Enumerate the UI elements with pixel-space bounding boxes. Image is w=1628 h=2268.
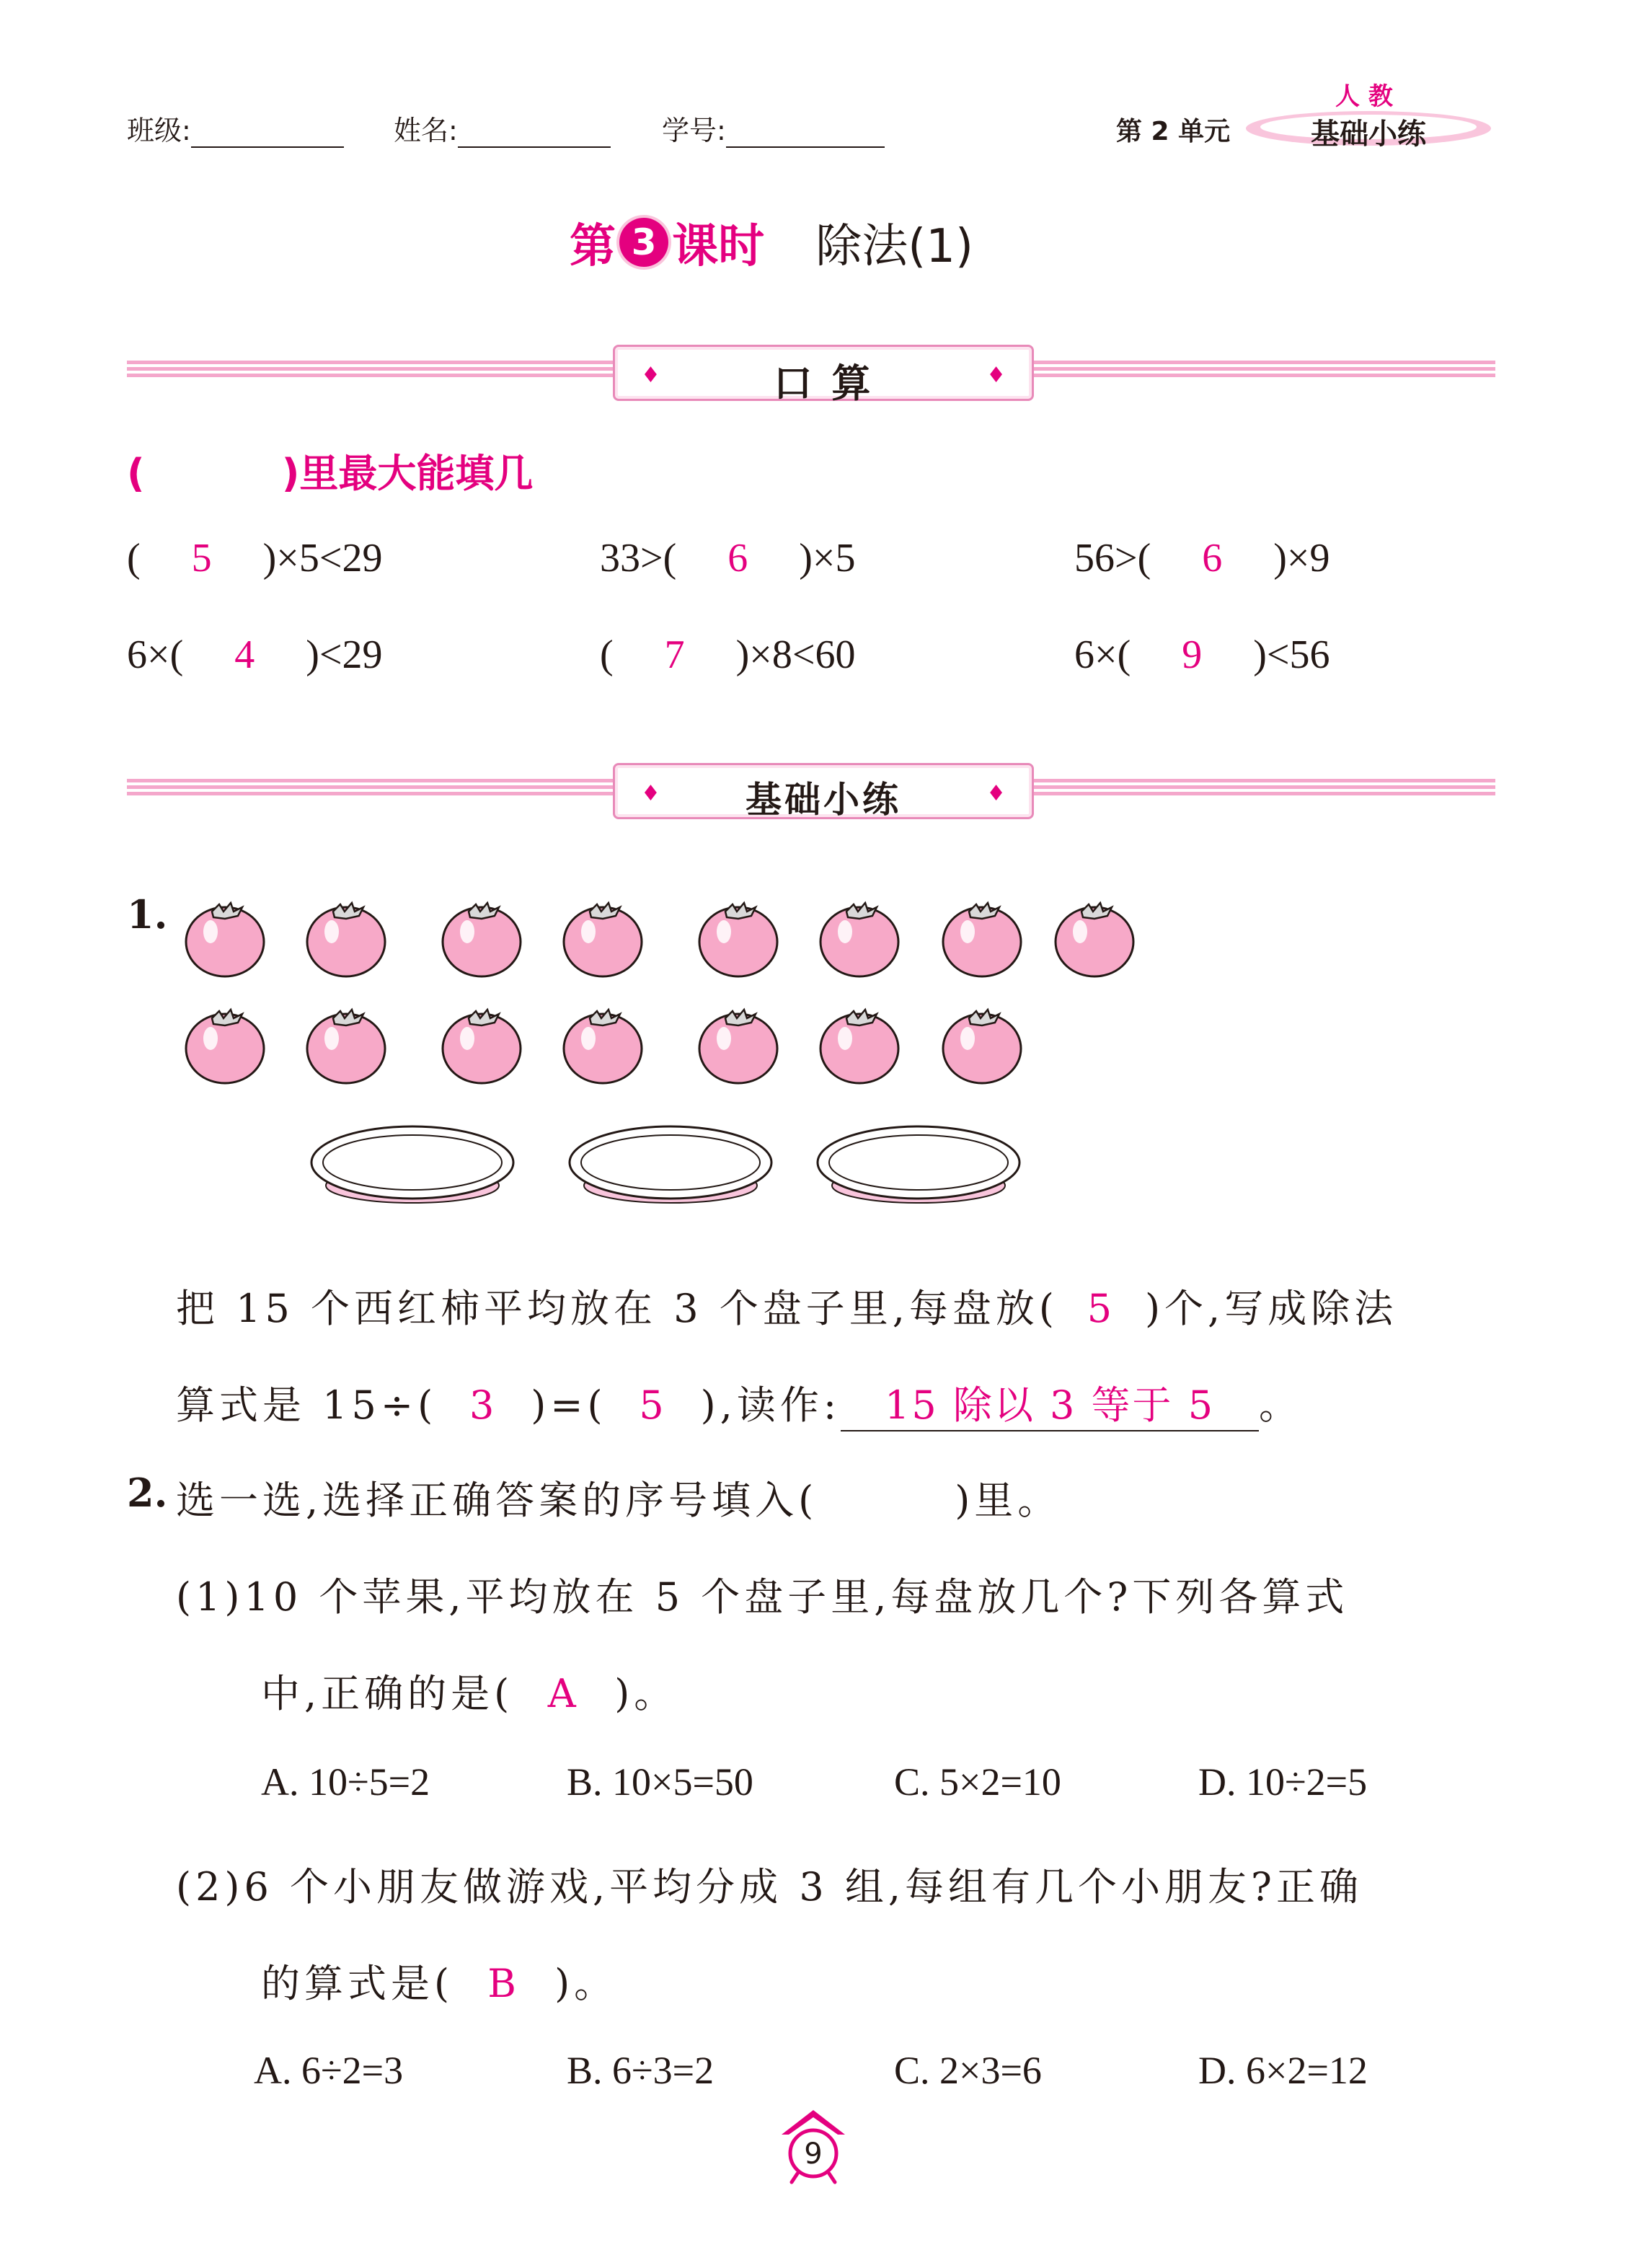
id-label: 学号: (662, 115, 726, 146)
tomato-icon (307, 903, 385, 976)
answer-blank[interactable]: 5 (191, 536, 212, 581)
q2-sub2-line2: 的算式是( B )。 (261, 1961, 618, 2006)
option-a: A. 10÷5=2 (261, 1760, 430, 1804)
option-d: D. 6×2=12 (1198, 2049, 1368, 2092)
tomato-icon (699, 903, 777, 976)
brand-publisher: 人 教 (1335, 82, 1393, 111)
instruction-close: )里最大能填几 (281, 451, 534, 496)
name-label: 姓名: (394, 115, 458, 146)
answer-blank[interactable]: 9 (1182, 632, 1203, 677)
tomato-icon (820, 903, 898, 976)
name-blank[interactable] (458, 113, 611, 148)
answer-blank[interactable]: 3 (469, 1382, 499, 1428)
tomato-icon (699, 1010, 777, 1083)
tomato-icon (820, 1010, 898, 1083)
oral-item: 6×( 9 )<56 (1074, 632, 1330, 677)
lesson-topic: 除法(1) (815, 220, 973, 273)
instruction-open: ( (127, 451, 145, 496)
question-number: 2. (127, 1470, 168, 1516)
lesson-suffix: 课时 (672, 220, 765, 273)
answer-blank[interactable]: A (547, 1671, 580, 1716)
question-number: 1. (127, 891, 168, 937)
option-b: B. 10×5=50 (567, 1760, 753, 1804)
tomato-icon (1056, 903, 1133, 976)
lesson-prefix: 第 (570, 220, 616, 273)
brand-badge (1243, 105, 1494, 150)
class-label: 班级: (127, 115, 191, 146)
tomato-illustration (180, 893, 1161, 1225)
tomato-icon (307, 1010, 385, 1083)
answer-blank[interactable]: 5 (1087, 1286, 1117, 1331)
diamond-icon: ♦ (986, 363, 1006, 388)
q1-line1: 把 15 个西红柿平均放在 3 个盘子里,每盘放( 5 )个,写成除法 (176, 1286, 1398, 1331)
q2-sub1-line2: 中,正确的是( A )。 (261, 1671, 678, 1716)
plate-icon (818, 1126, 1019, 1203)
unit-label: 第 2 单元 (1116, 117, 1231, 146)
option-c: C. 2×3=6 (894, 2049, 1042, 2092)
oral-item: ( 5 )×5<29 (127, 536, 383, 581)
plate-icon (311, 1126, 513, 1203)
answer-blank[interactable]: B (487, 1961, 521, 2006)
plate-icon (570, 1126, 771, 1203)
answer-blank[interactable]: 5 (639, 1382, 668, 1428)
answer-blank[interactable]: 7 (664, 632, 685, 677)
class-blank[interactable] (191, 113, 344, 148)
diamond-icon: ♦ (641, 781, 660, 806)
page-number: 9 (804, 2137, 823, 2171)
option-c: C. 5×2=10 (894, 1760, 1061, 1804)
answer-blank[interactable]: 6 (727, 536, 748, 581)
oral-item: 33>( 6 )×5 (600, 536, 856, 581)
section-label-box (613, 763, 1034, 819)
q2-sub2-line1: (2)6 个小朋友做游戏,平均分成 3 组,每组有几个小朋友?正确 (176, 1864, 1363, 1910)
section-practice-header (127, 775, 1495, 821)
tomato-icon (943, 1010, 1021, 1083)
id-field[interactable] (662, 108, 885, 148)
option-d: D. 10÷2=5 (1198, 1760, 1368, 1804)
page-number-badge (776, 2106, 851, 2185)
diamond-icon: ♦ (641, 363, 660, 388)
q2-sub1-line1: (1)10 个苹果,平均放在 5 个盘子里,每盘放几个?下列各算式 (176, 1574, 1349, 1620)
q2-stem: 选一选,选择正确答案的序号填入( )里。 (176, 1478, 1061, 1523)
tomato-icon (186, 1010, 264, 1083)
oral-item: 6×( 4 )<29 (127, 632, 383, 677)
oral-instruction (127, 443, 533, 498)
section-label-box (613, 345, 1034, 406)
tomato-icon (564, 903, 642, 976)
q1-line2: 算式是 15÷( 3 )=( 5 ),读作: 15 除以 3 等于 5 。 (176, 1375, 1302, 1431)
name-field[interactable] (394, 108, 611, 148)
section-label: 基础小练 (746, 779, 901, 821)
tomato-icon (443, 903, 521, 976)
brand-title: 基础小练 (1311, 118, 1426, 151)
option-a: A. 6÷2=3 (254, 2049, 404, 2092)
tomato-icon (186, 903, 264, 976)
tomato-icon (564, 1010, 642, 1083)
answer-blank[interactable]: 6 (1202, 536, 1223, 581)
tomato-icon (943, 903, 1021, 976)
oral-item: 56>( 6 )×9 (1074, 536, 1330, 581)
section-label: 口 算 (773, 361, 874, 406)
lesson-number-badge: 3 (619, 218, 668, 267)
answer-blank[interactable]: 4 (234, 632, 255, 677)
section-oral-calc-header (127, 356, 1495, 406)
diamond-icon: ♦ (986, 781, 1006, 806)
option-b: B. 6÷3=2 (567, 2049, 715, 2092)
page-title (570, 209, 973, 274)
tomato-icon (443, 1010, 521, 1083)
id-blank[interactable] (726, 113, 885, 148)
reading-blank[interactable]: 15 除以 3 等于 5 (841, 1375, 1259, 1431)
oral-item: ( 7 )×8<60 (600, 632, 856, 677)
class-field[interactable] (127, 108, 344, 148)
